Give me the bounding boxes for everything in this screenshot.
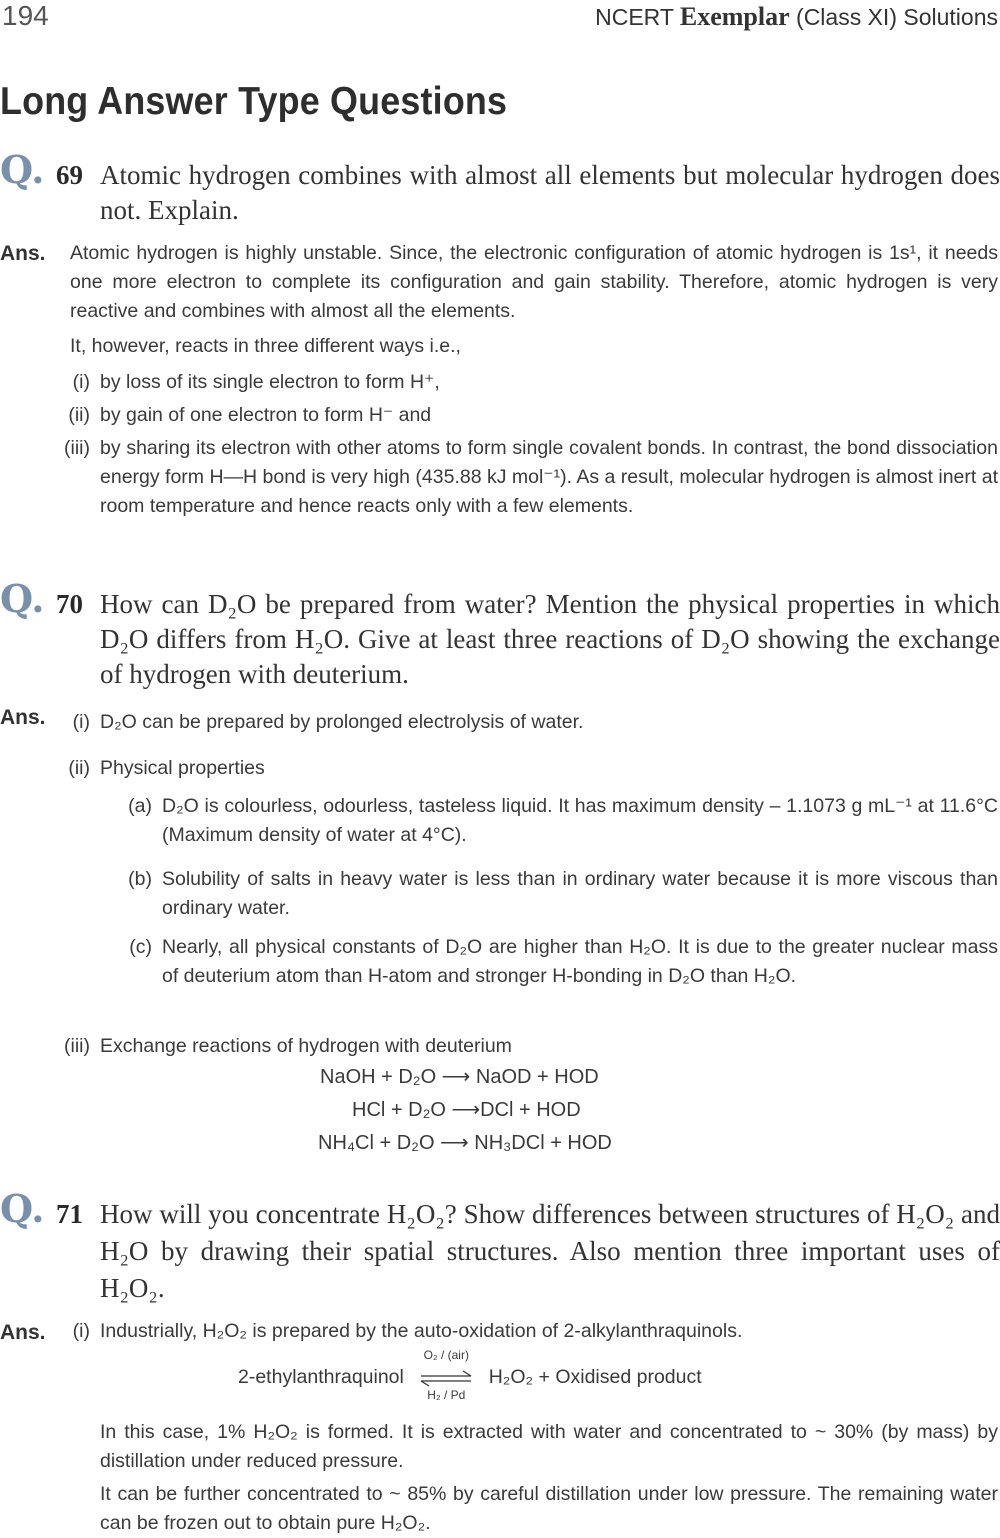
answer-69-item-iii xyxy=(64,434,998,521)
running-head xyxy=(595,2,998,32)
question-number: 71 xyxy=(56,1199,83,1229)
item-text: Exchange reactions of hydrogen with deuterium xyxy=(100,1035,512,1057)
item-text: by gain of one electron to form H⁻ and xyxy=(100,404,432,426)
answer-70-item-ii xyxy=(68,754,998,783)
item-marker: (a) xyxy=(128,795,152,817)
answer-70-sub-b xyxy=(128,865,998,923)
equation-right: H₂O₂ + Oxidised product xyxy=(488,1366,702,1388)
question-mark-icon: Q. xyxy=(0,1186,45,1231)
item-marker: (i) xyxy=(72,1320,90,1342)
equilibrium-arrow-icon xyxy=(419,1368,473,1388)
question-number: 69 xyxy=(56,160,83,190)
item-text: D₂O can be prepared by prolonged electrolysis of water. xyxy=(100,711,584,733)
item-marker: (ii) xyxy=(68,404,90,426)
question-69 xyxy=(0,147,1000,228)
question-mark-icon: Q. xyxy=(0,576,45,621)
answer-70-sub-a xyxy=(128,792,998,850)
answer-71-para-1: In this case, 1% H₂O₂ is formed. It is extracted with water and concentrated to ~ 30% (by mass) by distillation under reduced pressure. xyxy=(100,1421,998,1472)
answer-label-70: Ans. xyxy=(0,706,46,729)
item-text: Industrially, H₂O₂ is prepared by the auto-oxidation of 2-alkylanthraquinols. xyxy=(100,1320,743,1342)
question-text: How will you concentrate H₂O₂? Show differences between structures of H₂O₂ and H₂O by drawing their spatial structures. Also mention three important uses of H₂O₂. xyxy=(100,1199,1000,1303)
answer-70-sub-c xyxy=(129,933,998,991)
answer-69-item-ii xyxy=(68,401,998,430)
item-text: Solubility of salts in heavy water is less than in ordinary water because it is more viscous than ordinary water. xyxy=(162,868,998,919)
arrow-bottom-label: H₂ / Pd xyxy=(427,1387,466,1402)
equation-anthraquinol xyxy=(238,1347,702,1402)
item-marker: (b) xyxy=(128,868,152,890)
item-text: Nearly, all physical constants of D₂O are higher than H₂O. It is due to the greater nuclear mass of deuterium atom than H-atom and stronger H-bonding in D₂O than H₂O. xyxy=(162,936,998,987)
question-text: Atomic hydrogen combines with almost all elements but molecular hydrogen does not. Explain. xyxy=(100,160,1000,225)
running-head-suffix: (Class XI) Solutions xyxy=(789,4,998,30)
arrow-top-label: O₂ / (air) xyxy=(423,1347,469,1362)
running-head-bold: Exemplar xyxy=(679,2,790,31)
item-marker: (i) xyxy=(72,371,90,393)
equation-3: NH₄Cl + D₂O ⟶ NH₃DCl + HOD xyxy=(318,1132,612,1154)
answer-69-para-1: Atomic hydrogen is highly unstable. Since, the electronic configuration of atomic hydrogen is 1s¹, it needs one more electron to complete its configuration and gain stability. Therefore, atomic hydrogen is very reactive and combines with almost all the elements. xyxy=(70,242,998,322)
equation-left: 2-ethylanthraquinol xyxy=(238,1366,404,1388)
answer-label-71: Ans. xyxy=(0,1321,46,1344)
item-text: Physical properties xyxy=(100,757,265,779)
item-marker: (ii) xyxy=(68,757,90,779)
question-number: 70 xyxy=(56,589,83,619)
item-marker: (iii) xyxy=(64,437,90,459)
question-text: How can D₂O be prepared from water? Mention the physical properties in which D₂O differs from H₂O. Give at least three reactions of D₂O showing the exchange of hydrogen with deuterium. xyxy=(100,589,1000,689)
item-marker: (c) xyxy=(129,936,152,958)
item-marker: (i) xyxy=(72,711,90,733)
reversible-arrow xyxy=(415,1347,477,1402)
item-text: by loss of its single electron to form H⁺, xyxy=(100,371,440,393)
item-text: by sharing its electron with other atoms to form single covalent bonds. In contrast, the bond dissociation energy form H—H bond is very high (435.88 kJ mol⁻¹). As a result, molecular hydrogen is almost inert at room temperature and hence reacts only with a few elements. xyxy=(100,437,998,517)
answer-69-para-2: It, however, reacts in three different ways i.e., xyxy=(70,335,461,357)
equation-2: HCl + D₂O ⟶DCl + HOD xyxy=(352,1099,581,1121)
answer-70-item-iii xyxy=(64,1032,998,1061)
answer-69-item-i xyxy=(72,368,998,397)
item-marker: (iii) xyxy=(64,1035,90,1057)
question-71 xyxy=(0,1186,1000,1307)
answer-71-para-2: It can be further concentrated to ~ 85% by careful distillation under low pressure. The remaining water can be frozen out to obtain pure H₂O₂. xyxy=(100,1483,998,1534)
page-number: 194 xyxy=(2,0,49,31)
running-head-prefix: NCERT xyxy=(595,4,680,30)
answer-label-69: Ans. xyxy=(0,242,46,265)
section-title: Long Answer Type Questions xyxy=(0,80,508,123)
question-mark-icon: Q. xyxy=(0,147,45,192)
answer-71-item-i xyxy=(72,1317,998,1346)
question-70 xyxy=(0,576,1000,692)
answer-70-item-i xyxy=(72,708,998,737)
equation-1: NaOH + D₂O ⟶ NaOD + HOD xyxy=(320,1066,599,1088)
item-text: D₂O is colourless, odourless, tasteless liquid. It has maximum density – 1.1073 g mL⁻¹ at 11.6°C (Maximum density of water at 4°C). xyxy=(162,795,998,846)
